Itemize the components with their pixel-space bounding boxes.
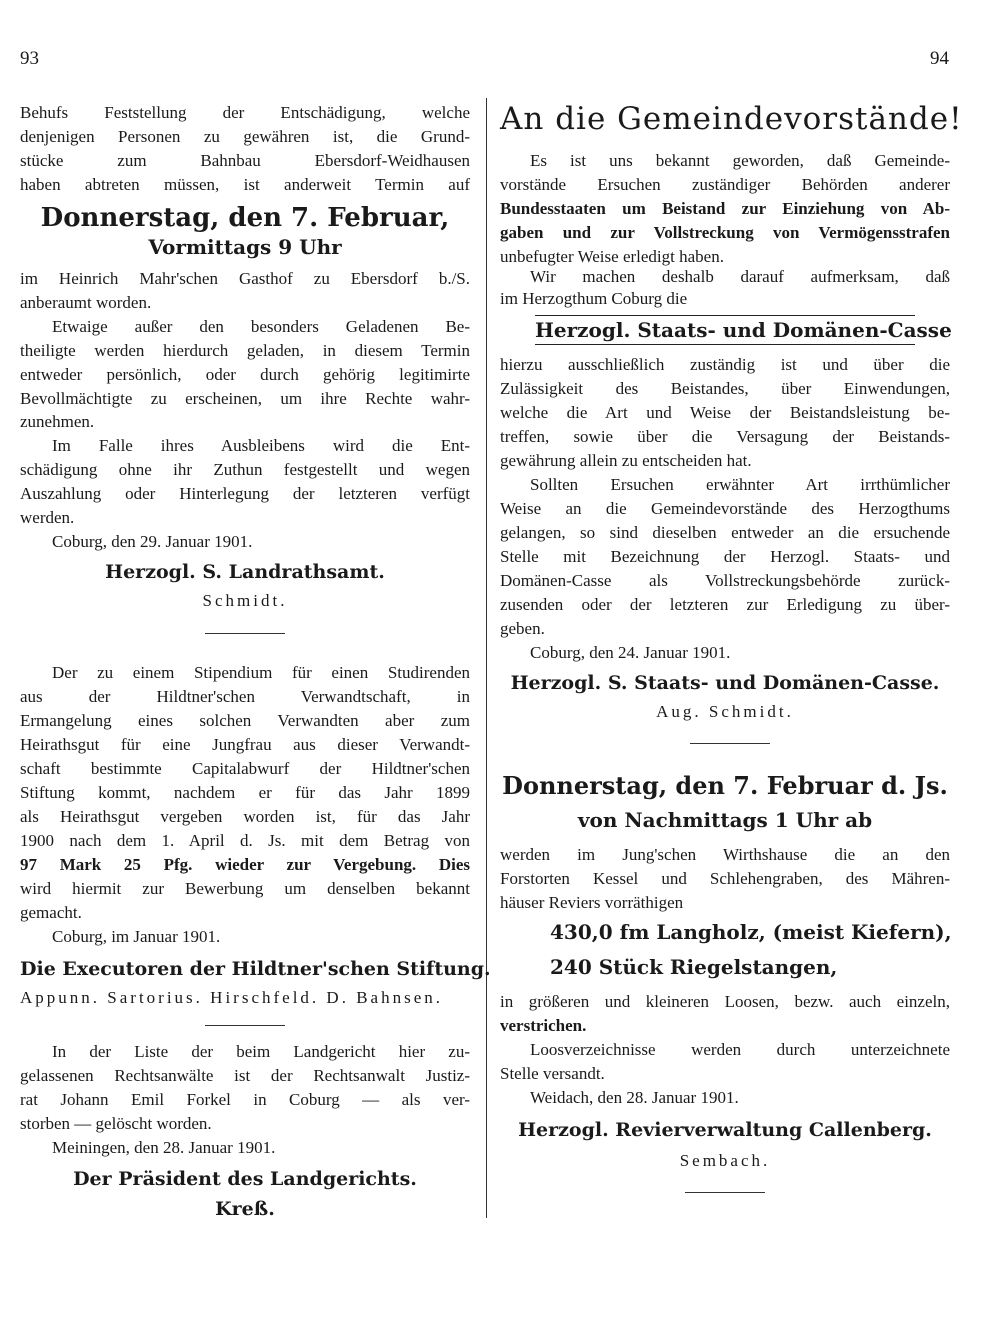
- signature-authority: Herzogl. S. Staats- und Domänen-Casse.: [510, 672, 940, 694]
- text-line: aus der Hildtner'schen Verwandtschaft, in: [20, 687, 470, 706]
- separator-rule: [685, 1192, 765, 1193]
- signature-authority: Herzogl. Revierverwaltung Callenberg.: [518, 1119, 932, 1141]
- separator-rule: [205, 633, 285, 634]
- text-line: Loosverzeichnisse werden durch unterzeichnete: [530, 1040, 950, 1059]
- page-number-right: 94: [930, 48, 949, 69]
- text-line: Auszahlung oder Hinterlegung der letzteren verfügt: [20, 484, 470, 503]
- text-line: häuser Reviers vorräthigen: [500, 893, 684, 912]
- text-line: Im Falle ihres Ausbleibens wird die Ent-: [52, 436, 470, 455]
- lot-item: 240 Stück Riegelstangen,: [550, 955, 838, 979]
- text-line: hierzu ausschließlich zuständig ist und über die: [500, 355, 950, 374]
- text-line: Stiftung kommt, nachdem er für das Jahr 1899: [20, 783, 470, 802]
- separator-rule: [205, 1025, 285, 1026]
- text-line: geben.: [500, 619, 545, 638]
- text-line: Es ist uns bekannt geworden, daß Gemeinde-: [530, 151, 950, 170]
- dateline: Weidach, den 28. Januar 1901.: [530, 1088, 739, 1107]
- lot-item: 430,0 fm Langholz, (meist Kiefern),: [550, 920, 952, 944]
- text-line: Forstorten Kessel und Schlehengraben, des Mähren-: [500, 869, 950, 888]
- signature-authority: Der Präsident des Landgerichts.: [73, 1168, 417, 1190]
- text-line: Domänen-Casse als Vollstreckungsbehörde zurück-: [500, 571, 950, 590]
- dateline: Coburg, im Januar 1901.: [52, 927, 221, 946]
- text-line: In der Liste der beim Landgericht hier zu-: [52, 1042, 470, 1061]
- text-line: gemacht.: [20, 903, 82, 922]
- text-line: Etwaige außer den besonders Geladenen Be-: [52, 317, 470, 336]
- time-heading: Vormittags 9 Uhr: [148, 235, 342, 259]
- signature-authority: Herzogl. S. Landrathsamt.: [105, 561, 385, 583]
- text-line: Behufs Feststellung der Entschädigung, welche: [20, 103, 470, 122]
- text-line: gelassenen Rechtsanwälte ist der Rechtsanwalt Justiz-: [20, 1066, 470, 1085]
- text-line: treffen, sowie über die Versagung der Beistands-: [500, 427, 950, 446]
- signature-authority: Die Executoren der Hildtner'schen Stiftung.: [20, 958, 491, 980]
- signature-name: Kreß.: [215, 1198, 275, 1220]
- text-line: Zulässigkeit des Beistandes, über Einwendungen,: [500, 379, 950, 398]
- text-line: Der zu einem Stipendium für einen Studirenden: [52, 663, 470, 682]
- text-line: Wir machen deshalb darauf aufmerksam, daß: [530, 267, 950, 286]
- text-line: denjenigen Personen zu gewähren ist, die Grund-: [20, 127, 470, 146]
- text-line: im Herzogthum Coburg die: [500, 289, 688, 308]
- text-line: rat Johann Emil Forkel in Coburg — als ver-: [20, 1090, 470, 1109]
- text-line: als Heirathsgut vergeben worden ist, für das Jahr: [20, 807, 470, 826]
- text-line: wird hiermit zur Bewerbung um denselben bekannt: [20, 879, 470, 898]
- text-line: im Heinrich Mahr'schen Gasthof zu Ebersdorf b./S.: [20, 269, 470, 288]
- text-line: gaben und zur Vollstreckung von Vermögensstrafen: [500, 223, 950, 242]
- text-line: anberaumt worden.: [20, 293, 152, 312]
- text-line: zusenden oder der letzteren zur Erledigung zu über-: [500, 595, 950, 614]
- column-divider: [486, 98, 487, 1218]
- text-line: Ermangelung eines solchen Verwandten aber zum: [20, 711, 470, 730]
- dateline: Meiningen, den 28. Januar 1901.: [52, 1138, 276, 1157]
- text-line: werden.: [20, 508, 75, 527]
- text-line: Bevollmächtigte zu erscheinen, um ihre Rechte wahr-: [20, 389, 470, 408]
- text-line: zunehmen.: [20, 412, 95, 431]
- text-line: Bundesstaaten um Beistand zur Einziehung von Ab-: [500, 199, 950, 218]
- text-line: entweder persönlich, oder durch gehörig legitimirte: [20, 365, 470, 384]
- page-number-left: 93: [20, 48, 39, 69]
- text-line: theiligte werden hierdurch geladen, in diesem Termin: [20, 341, 470, 360]
- text-line: schaft bestimmte Capitalabwurf der Hildtner'schen: [20, 759, 470, 778]
- text-line: Stelle mit Bezeichnung der Herzogl. Staats- und: [500, 547, 950, 566]
- text-line: Weise an die Gemeindevorstände des Herzogthums: [500, 499, 950, 518]
- text-line: in größeren und kleineren Loosen, bezw. auch einzeln,: [500, 992, 950, 1011]
- text-line: schädigung ohne ihr Zuthun festgestellt und wegen: [20, 460, 470, 479]
- date-heading: Donnerstag, den 7. Februar d. Js.: [502, 771, 948, 800]
- text-line: 97 Mark 25 Pfg. wieder zur Vergebung. Dies: [20, 855, 470, 874]
- time-heading: von Nachmittags 1 Uhr ab: [577, 808, 873, 832]
- text-line: Stelle versandt.: [500, 1064, 605, 1083]
- text-line: haben abtreten müssen, ist anderweit Termin auf: [20, 175, 470, 194]
- dateline: Coburg, den 24. Januar 1901.: [530, 643, 731, 662]
- text-line: gelangen, so sind dieselben entweder an die ersuchende: [500, 523, 950, 542]
- text-line: werden im Jung'schen Wirthshause die an den: [500, 845, 950, 864]
- text-line: verstrichen.: [500, 1016, 587, 1035]
- date-heading: Donnerstag, den 7. Februar,: [40, 203, 450, 233]
- highlighted-authority: Herzogl. Staats- und Domänen-Casse: [535, 315, 915, 345]
- signature-name: Schmidt.: [202, 591, 288, 610]
- text-line: vorstände Ersuchen zuständiger Behörden anderer: [500, 175, 950, 194]
- text-line: gewährung allein zu entscheiden hat.: [500, 451, 752, 470]
- separator-rule: [690, 743, 770, 744]
- text-line: unbefugter Weise erledigt haben.: [500, 247, 724, 266]
- text-line: welche die Art und Weise der Beistandsleistung be-: [500, 403, 950, 422]
- section-heading: An die Gemeindevorstände!: [500, 101, 963, 137]
- signature-name: Appunn. Sartorius. Hirschfeld. D. Bahnsen.: [20, 988, 443, 1007]
- signature-name: Sembach.: [679, 1151, 771, 1170]
- text-line: 1900 nach dem 1. April d. Js. mit dem Betrag von: [20, 831, 470, 850]
- signature-name: Aug. Schmidt.: [656, 702, 794, 721]
- text-line: Heirathsgut für eine Jungfrau aus dieser Verwandt-: [20, 735, 470, 754]
- text-line: Sollten Ersuchen erwähnter Art irrthümlicher: [530, 475, 950, 494]
- dateline: Coburg, den 29. Januar 1901.: [52, 532, 253, 551]
- text-line: storben — gelöscht worden.: [20, 1114, 212, 1133]
- text-line: stücke zum Bahnbau Ebersdorf-Weidhausen: [20, 151, 470, 170]
